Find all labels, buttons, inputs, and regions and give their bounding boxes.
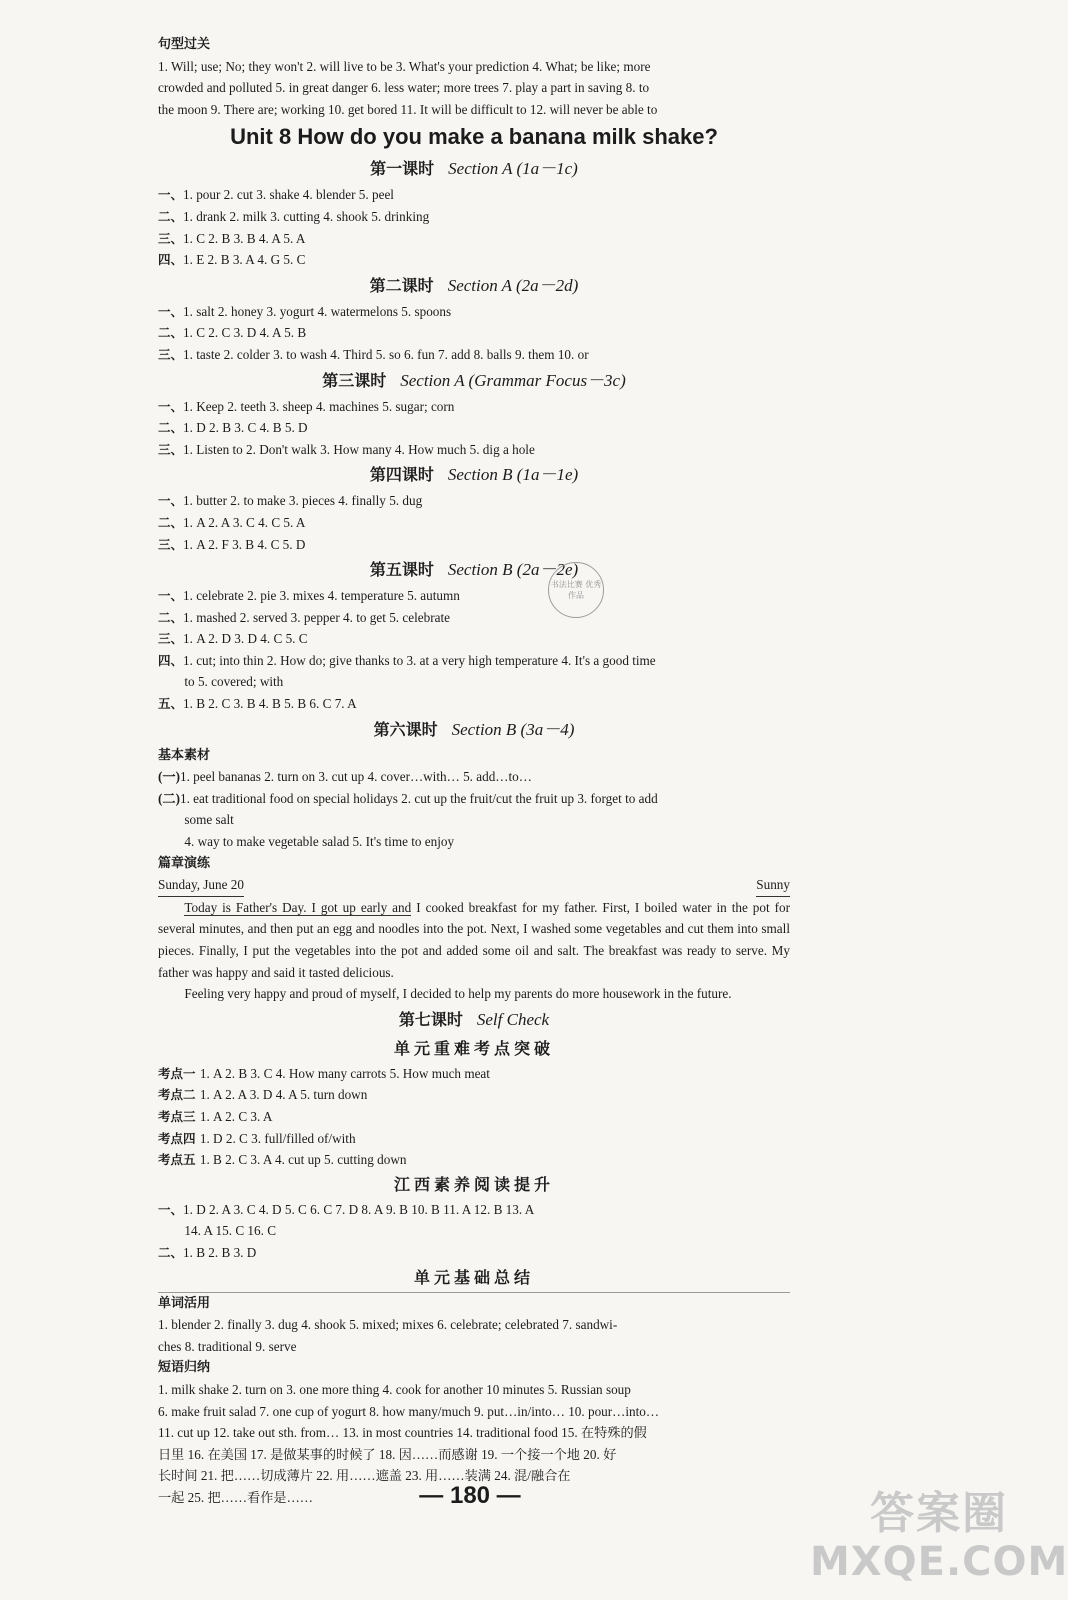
answer-text: 14. A 15. C 16. C [184, 1223, 276, 1239]
answer-text: 1. A 2. F 3. B 4. C 5. D [183, 536, 306, 552]
lesson-number: 第六课时 [373, 719, 438, 739]
answer-line [158, 206, 790, 228]
answer-text: 1. D 2. C 3. full/filled of/with [199, 1130, 356, 1146]
lesson-heading [158, 460, 790, 490]
answer-text: 1. cut; into thin 2. How do; give thanks to 3. at a very high temperature 4. It's a good time [183, 652, 656, 668]
unit-title: Unit 8 How do you make a banana milk shake? [230, 124, 718, 150]
answer-line [158, 628, 790, 650]
answer-prefix: 五、 [158, 696, 184, 712]
reading-answers [158, 1199, 790, 1264]
answer-prefix: 三、 [158, 631, 184, 647]
lesson-heading [158, 366, 790, 396]
answer-text: 1. A 2. C 3. A [199, 1108, 273, 1124]
material-heading: 基本素材 [158, 747, 211, 763]
answer-text: 1. peel bananas 2. turn on 3. cut up 4. cover…with… 5. add…to… [179, 769, 532, 785]
answer-text: 1. drank 2. milk 3. cutting 4. shook 5. drinking [183, 208, 430, 224]
answer-text: 1. eat traditional food on special holidays 2. cut up the fruit/cut the fruit up 3. forget to add [179, 790, 658, 806]
answer-line [158, 831, 790, 853]
answer-line [158, 534, 790, 556]
answer-text: 1. B 2. C 3. B 4. B 5. B 6. C 7. A [183, 696, 357, 712]
answer-line [158, 788, 790, 810]
words-answers [158, 1314, 790, 1357]
answer-prefix: 三、 [158, 346, 184, 362]
summary-title: 单元基础总结 [158, 1264, 790, 1293]
lesson-heading [158, 1005, 790, 1035]
material-answers [158, 766, 790, 852]
answer-text: 1. salt 2. honey 3. yogurt 4. watermelons 5. spoons [183, 303, 452, 319]
answer-prefix: 一、 [158, 187, 184, 203]
essay-heading: 篇章演练 [158, 855, 211, 871]
answer-line: 11. cut up 12. take out sth. from… 13. in most countries 14. traditional food 15. 在特殊的假 [158, 1425, 647, 1441]
answer-line [158, 301, 790, 323]
answer-line [158, 766, 790, 788]
lesson-number: 第七课时 [398, 1009, 463, 1029]
diary-date: Sunday, June 20 [158, 874, 244, 897]
answer-line [158, 1199, 790, 1221]
answer-prefix: 一、 [158, 1201, 184, 1217]
answer-text: 1. C 2. B 3. B 4. A 5. A [183, 230, 306, 246]
answer-prefix: 一、 [158, 303, 184, 319]
answer-line [158, 344, 790, 366]
answer-text: 1. A 2. D 3. D 4. C 5. C [183, 631, 308, 647]
answer-prefix: 二、 [158, 609, 184, 625]
answer-line [158, 439, 790, 461]
answer-text: 1. mashed 2. served 3. pepper 4. to get 5. celebrate [183, 609, 450, 625]
answer-prefix: 一、 [158, 493, 184, 509]
lesson-heading [158, 271, 790, 301]
answer-text: 1. C 2. C 3. D 4. A 5. B [183, 325, 307, 341]
answer-prefix: (一) [158, 769, 180, 785]
answer-text: 1. A 2. A 3. D 4. A 5. turn down [199, 1087, 368, 1103]
answer-prefix: 考点一 [158, 1065, 200, 1081]
watermark-logo [810, 1488, 1068, 1584]
answer-text: 1. E 2. B 3. A 4. G 5. C [183, 252, 306, 268]
answer-line: 日里 16. 在美国 17. 是做某事的时候了 18. 因……而感谢 19. 一个接一个地 20. 好 [158, 1446, 617, 1462]
answer-line [158, 249, 790, 271]
words-heading: 单词活用 [158, 1295, 211, 1311]
answer-line [158, 1149, 790, 1171]
answer-prefix: 三、 [158, 441, 184, 457]
lesson-number: 第一课时 [370, 159, 435, 179]
lesson-number: 第五课时 [369, 560, 434, 580]
diary-header [158, 874, 790, 897]
answer-line: ches 8. traditional 9. serve [158, 1338, 297, 1354]
answer-text: 1. D 2. A 3. C 4. D 5. C 6. C 7. D 8. A 9. B 10. B 11. A 12. B 13. A [183, 1201, 535, 1217]
answer-prefix: 四、 [158, 652, 184, 668]
answer-line [158, 1220, 790, 1242]
answer-line [158, 585, 790, 607]
answer-prefix: 一、 [158, 398, 184, 414]
answer-prefix: 考点五 [158, 1152, 200, 1168]
answer-line [158, 1106, 790, 1128]
section-heading: 句型过关 [158, 37, 211, 52]
answer-line [158, 1242, 790, 1264]
answer-prefix: 一、 [158, 588, 184, 604]
answer-prefix: 三、 [158, 536, 184, 552]
lesson-section: Section A (Grammar Focus－3c) [400, 370, 626, 390]
answer-line [158, 1128, 790, 1150]
answer-prefix: 四、 [158, 252, 184, 268]
watermark-bottom: MXQE.COM [810, 1539, 1068, 1585]
answer-prefix: 考点四 [158, 1130, 200, 1146]
stamp-text: 书法比赛 优秀作品 [550, 580, 602, 600]
answer-prefix: 二、 [158, 1244, 184, 1260]
answer-text: 1. pour 2. cut 3. shake 4. blender 5. peel [183, 187, 394, 203]
lesson-number: 第三课时 [322, 370, 387, 390]
answer-line [158, 417, 790, 439]
key-point-answers [158, 1063, 790, 1171]
answer-line: 1. milk shake 2. turn on 3. one more thing 4. cook for another 10 minutes 5. Russian soup [158, 1381, 631, 1397]
answer-line [158, 228, 790, 250]
answer-text: 1. A 2. A 3. C 4. C 5. A [183, 514, 306, 530]
answer-prefix: 考点二 [158, 1087, 200, 1103]
answer-page [158, 34, 790, 1508]
watermark-top: 答案圈 [870, 1488, 1009, 1539]
answer-text: 1. celebrate 2. pie 3. mixes 4. temperature 5. autumn [183, 588, 460, 604]
answer-line [158, 512, 790, 534]
answer-prefix: 二、 [158, 420, 184, 436]
answer-prefix: 考点三 [158, 1108, 200, 1124]
answer-prefix: 二、 [158, 325, 184, 341]
phrases-heading: 短语归纳 [158, 1360, 211, 1376]
lesson-section: Section B (3a－4) [451, 719, 575, 739]
lesson-heading [158, 715, 790, 745]
answer-line [158, 809, 790, 831]
answer-line [158, 650, 790, 672]
answer-line [158, 1063, 790, 1085]
lesson-heading [158, 154, 790, 184]
sentence-answers [158, 56, 790, 121]
answer-line [158, 490, 790, 512]
answer-line: 长时间 21. 把……切成薄片 22. 用……遮盖 23. 用……装满 24. 混/融合在 [158, 1468, 571, 1484]
lesson-section: Section B (1a－1e) [447, 465, 579, 485]
answer-text: 1. Listen to 2. Don't walk 3. How many 4. How much 5. dig a hole [183, 441, 535, 457]
lesson-number: 第四课时 [369, 465, 434, 485]
answer-line: crowded and polluted 5. in great danger 6. less water; more trees 7. play a part in saving 8. to [158, 80, 650, 96]
lesson-section: Section A (2a－2d) [447, 275, 579, 295]
answer-line [158, 671, 790, 693]
answer-line [158, 1084, 790, 1106]
answer-prefix: 二、 [158, 514, 184, 530]
paragraph-text: I cooked breakfast for my father. First, I boiled water in the pot for several minutes, and then put an egg and noodles into the pot. Next, I washed some vegetables and cut them into small pieces. Finally, I put the vegetables into the pot and added some oil and salt. The breakfast was ready to serve. My father was happy and said it tasted delicious. [158, 899, 791, 980]
answer-prefix: 三、 [158, 230, 184, 246]
answer-line [158, 322, 790, 344]
answer-text: 1. D 2. B 3. C 4. B 5. D [183, 420, 308, 436]
answer-text: 1. B 2. C 3. A 4. cut up 5. cutting down [199, 1152, 407, 1168]
answer-line [158, 184, 790, 206]
answer-text: to 5. covered; with [184, 674, 284, 690]
answer-prefix: (二) [158, 790, 180, 806]
lesson-number: 第二课时 [369, 275, 434, 295]
diary-paragraph [158, 897, 790, 983]
lesson-section: Section A (1a－1c) [448, 159, 578, 179]
lesson-section: Section B (2a－2e) [447, 560, 579, 580]
ink-stamp [548, 562, 604, 618]
underlined-phrase: Today is Father's Day. I got up early and [184, 899, 412, 915]
page-number: — 180 — [419, 1482, 521, 1509]
lesson-section: Self Check [476, 1009, 550, 1029]
subsection-title: 江西素养阅读提升 [393, 1174, 554, 1194]
answer-line: 一起 25. 把……看作是…… [158, 1489, 313, 1505]
answer-prefix: 二、 [158, 208, 184, 224]
answer-line [158, 607, 790, 629]
answer-text: 4. way to make vegetable salad 5. It's time to enjoy [184, 834, 455, 850]
answer-line [158, 693, 790, 715]
answer-line: the moon 9. There are; working 10. get bored 11. It will be difficult to 12. will never be able to [158, 101, 658, 117]
diary-weather: Sunny [756, 874, 790, 897]
answer-line [158, 396, 790, 418]
answer-line: 6. make fruit salad 7. one cup of yogurt 8. how many/much 9. put…in/into… 10. pour…into… [158, 1403, 660, 1419]
lesson-heading [158, 555, 790, 585]
diary-paragraph: Feeling very happy and proud of myself, I decided to help my parents do more housework in the future. [184, 986, 732, 1002]
answer-text: some salt [184, 812, 234, 828]
lessons-container [158, 154, 790, 714]
answer-text: 1. A 2. B 3. C 4. How many carrots 5. How much meat [199, 1065, 490, 1081]
answer-text: 1. Keep 2. teeth 3. sheep 4. machines 5. sugar; corn [183, 398, 455, 414]
answer-text: 1. butter 2. to make 3. pieces 4. finally 5. dug [183, 493, 423, 509]
subsection-title: 单元重难考点突破 [393, 1038, 554, 1058]
answer-text: 1. B 2. B 3. D [183, 1244, 257, 1260]
answer-line: 1. blender 2. finally 3. dug 4. shook 5. mixed; mixes 6. celebrate; celebrated 7. sandwi- [158, 1317, 618, 1333]
answer-line: 1. Will; use; No; they won't 2. will live to be 3. What's your prediction 4. What; be like; more [158, 58, 651, 74]
answer-text: 1. taste 2. colder 3. to wash 4. Third 5. so 6. fun 7. add 8. balls 9. them 10. or [183, 346, 589, 362]
